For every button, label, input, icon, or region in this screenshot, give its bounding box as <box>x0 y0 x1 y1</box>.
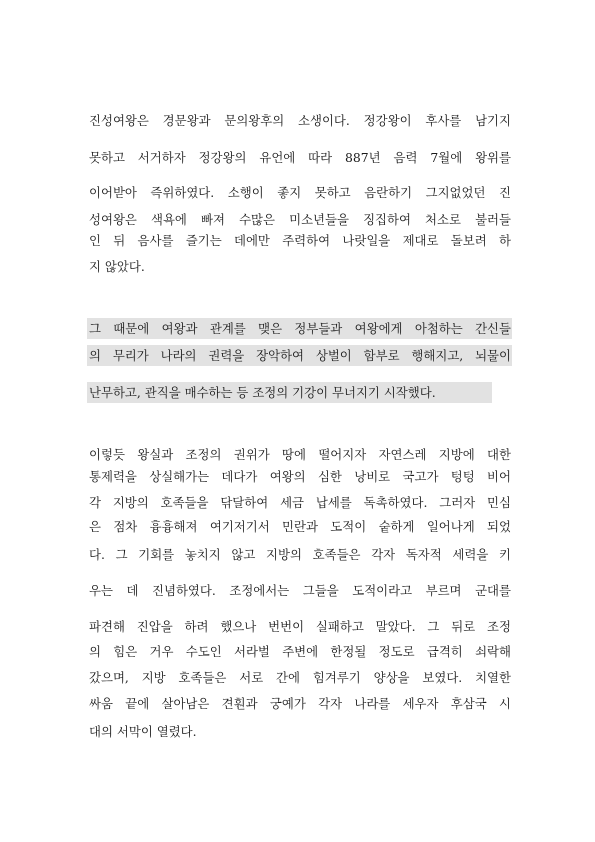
text-line: 성여왕은 색욕에 빠져 수많은 미소년들을 징집하여 처소로 불러들 <box>89 212 511 227</box>
text-line: 이어받아 즉위하였다. 소행이 좋지 못하고 음란하기 그지없었던 진 <box>89 185 511 200</box>
text-line: 다. 그 기회를 놓치지 않고 지방의 호족들은 각자 독자적 세력을 키 <box>89 547 511 562</box>
highlighted-text-line: 그 때문에 여왕과 관계를 맺은 정부들과 여왕에게 아첨하는 간신들 <box>89 321 511 336</box>
text-line: 인 뒤 음사를 즐기는 데에만 주력하여 나랏일을 제대로 돌보려 하 <box>89 233 511 248</box>
text-line: 각 지방의 호족들을 닦달하여 세금 납세를 독촉하였다. 그러자 민심 <box>89 495 511 510</box>
highlighted-text-line: 난무하고, 관직을 매수하는 등 조정의 기강이 무너지기 시작했다. <box>89 385 436 400</box>
text-line: 싸움 끝에 살아남은 견훤과 궁예가 각자 나라를 세우자 후삼국 시 <box>89 696 511 711</box>
text-line: 의 힘은 거우 수도인 서라벌 주변에 한정될 정도로 급격히 쇠락해 <box>89 644 511 659</box>
text-line: 대의 서막이 열렸다. <box>89 724 197 739</box>
text-line: 우는 데 진념하였다. 조정에서는 그들을 도적이라고 부르며 군대를 <box>89 583 511 598</box>
text-line: 갔으며, 지방 호족들은 서로 간에 힘겨루기 양상을 보였다. 치열한 <box>89 670 511 685</box>
text-line: 은 점차 흉흉해져 여기저기서 민란과 도적이 숱하게 일어나게 되었 <box>89 519 511 534</box>
text-line: 통제력을 상실해가는 데다가 여왕의 심한 낭비로 국고가 텅텅 비어 <box>89 469 511 484</box>
text-line: 파견해 진압을 하려 했으나 번번이 실패하고 말았다. 그 뒤로 조정 <box>89 619 511 634</box>
text-line: 지 않았다. <box>89 259 145 274</box>
highlighted-text-line: 의 무리가 나라의 권력을 장악하여 상벌이 함부로 행해지고, 뇌물이 <box>89 348 511 363</box>
text-line: 못하고 서거하자 정강왕의 유언에 따라 887년 음력 7월에 왕위를 <box>89 150 511 165</box>
text-line: 이렇듯 왕실과 조정의 권위가 땅에 떨어지자 자연스레 지방에 대한 <box>89 447 511 462</box>
text-line: 진성여왕은 경문왕과 문의왕후의 소생이다. 정강왕이 후사를 남기지 <box>89 113 511 128</box>
